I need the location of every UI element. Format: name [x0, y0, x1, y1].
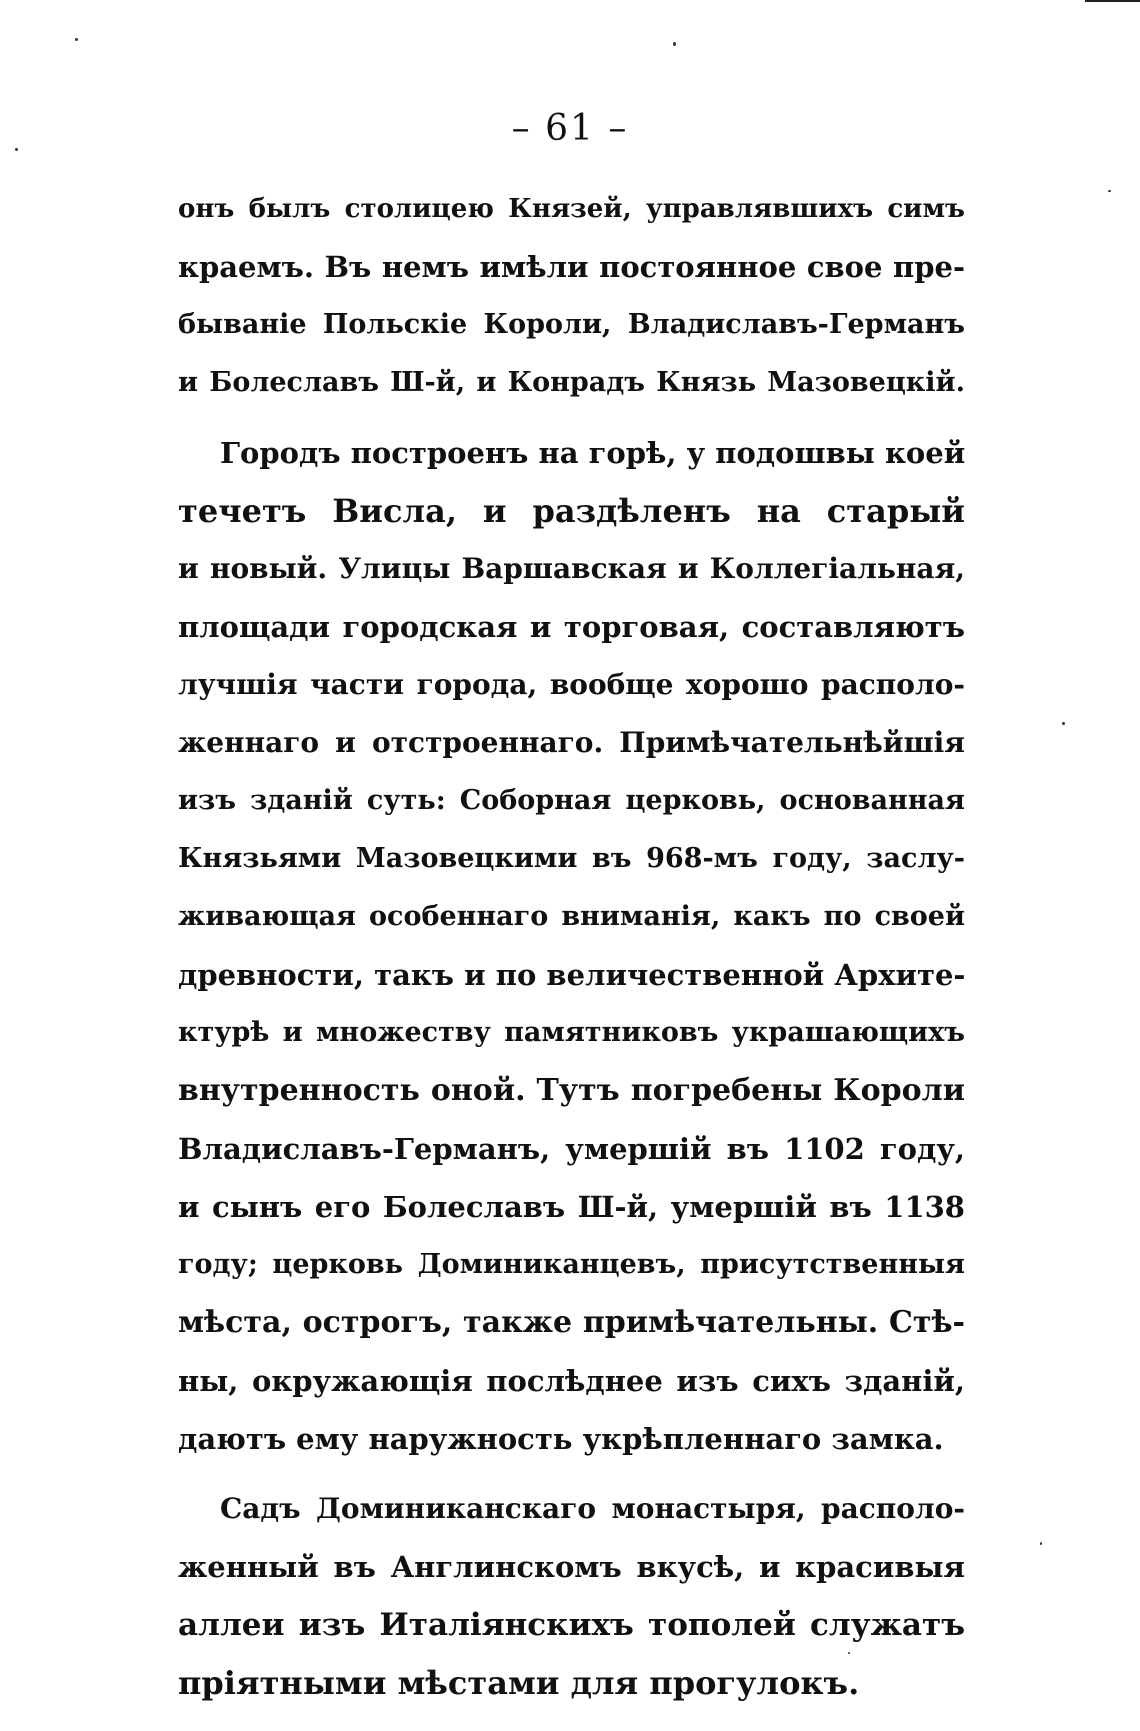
text-line: краемъ. Въ немъ имѣли постоянное свое пре-: [178, 250, 965, 284]
page-number: – 61 –: [511, 108, 629, 149]
scan-speck: [1062, 722, 1065, 725]
paragraph-gap: [178, 1468, 965, 1480]
text-line: онъ былъ столицею Князей, управлявшихъ симъ: [178, 194, 965, 224]
text-line: течетъ Висла, и раздѣленъ на старый: [178, 492, 965, 530]
text-line: году; церковь Доминиканцевъ, присутственныя: [178, 1249, 965, 1280]
text-line: живающая особеннаго вниманія, какъ по своей: [178, 901, 965, 932]
text-line: женнаго и отстроеннаго. Примѣчательнѣйшія: [178, 726, 965, 759]
text-line: аллеи изъ Италіянскихъ тополей служатъ: [178, 1607, 965, 1643]
text-line: древности, такъ и по величественной Архите-: [178, 958, 966, 992]
scan-speck: [1108, 190, 1111, 192]
text-line: женный въ Англинскомъ вкусѣ, и красивыя: [178, 1550, 965, 1584]
text-line: мѣста, острогъ, также примѣчательны. Стѣ-: [178, 1305, 965, 1340]
text-line: изъ зданій суть: Соборная церковь, основанная: [178, 785, 965, 816]
scan-speck: [1040, 1542, 1042, 1545]
page-edge-mark: [1085, 0, 1140, 10]
text-line: Садъ Доминиканскаго монастыря, располо-: [220, 1492, 965, 1525]
text-line: ктурѣ и множеству памятниковъ украшающихъ: [178, 1017, 965, 1048]
scan-speck: [673, 42, 676, 46]
text-line: и новый. Улицы Варшавская и Коллегіальная,: [178, 552, 965, 585]
scan-speck: [15, 148, 18, 151]
text-line: внутренность оной. Тутъ погребены Короли: [178, 1073, 965, 1108]
text-line: Князьями Мазовецкими въ 968-мъ году, заслу-: [178, 843, 965, 874]
scan-speck: [75, 38, 78, 41]
text-line: и Болеславъ Ш-й, и Конрадъ Князь Мазовецкій.: [178, 367, 965, 398]
scan-speck: [848, 1652, 850, 1654]
text-line: бываніе Польскіе Короли, Владиславъ-Германъ: [178, 309, 965, 340]
text-line: даютъ ему наружность укрѣпленнаго замка.: [178, 1422, 944, 1456]
text-line: пріятными мѣстами для прогулокъ.: [178, 1664, 860, 1702]
text-line: Городъ построенъ на горѣ, у подошвы коей: [220, 436, 966, 470]
text-line: Владиславъ-Германъ, умершій въ 1102 году,: [178, 1132, 965, 1166]
body-text: [178, 180, 965, 1712]
paragraph-gap: [178, 412, 965, 424]
text-line: лучшія части города, вообще хорошо располо-: [178, 668, 965, 701]
text-line: и сынъ его Болеславъ Ш-й, умершій въ 1138: [178, 1190, 965, 1224]
text-line: ны, окружающія послѣднее изъ сихъ зданій,: [178, 1364, 965, 1398]
text-line: площади городская и торговая, составляютъ: [178, 610, 965, 644]
